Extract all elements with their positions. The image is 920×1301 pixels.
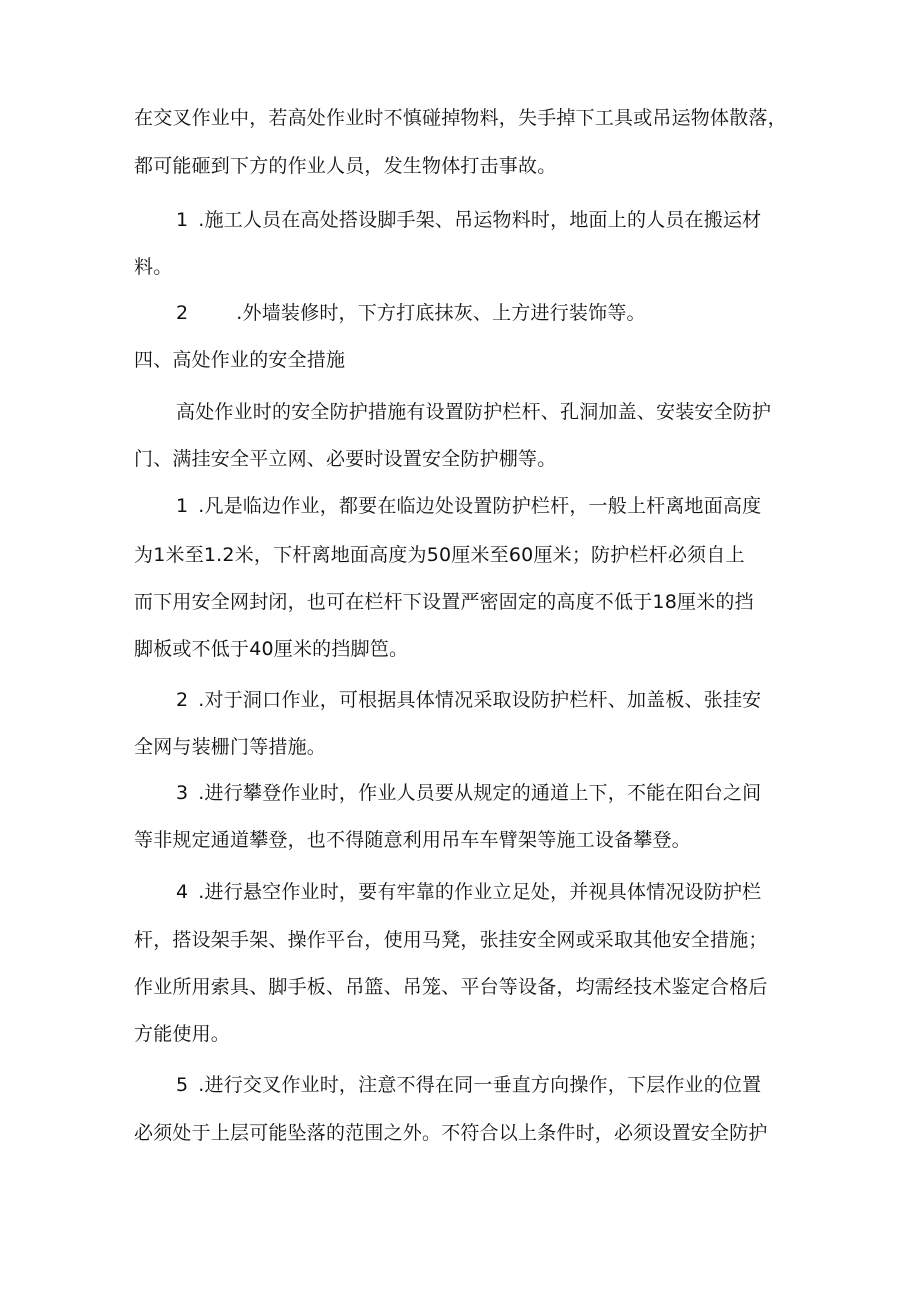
list-item-line: 料。 (134, 256, 173, 278)
list-text: .对于洞口作业，可根据具体情况采取设防护栏杆、加盖板、张挂安 (198, 689, 762, 711)
list-item-line: 而下用安全网封闭，也可在栏杆下设置严密固定的高度不低于18厘米的挡 (134, 591, 754, 613)
list-number: 3 (176, 782, 189, 804)
list-text: .施工人员在高处搭设脚手架、吊运物料时，地面上的人员在搬运材 (198, 209, 762, 231)
list-item-line (176, 1073, 761, 1097)
list-item-line (176, 208, 761, 232)
list-number: 5 (176, 1074, 189, 1096)
paragraph-line: 门、满挂安全平立网、必要时设置安全防护棚等。 (134, 448, 557, 470)
list-number: 4 (176, 881, 189, 903)
list-item-line: 必须处于上层可能坠落的范围之外。不符合以上条件时，必须设置安全防护 (134, 1122, 768, 1144)
list-item-line: 为1米至1.2米，下杆离地面高度为50厘米至60厘米；防护栏杆必须自上 (134, 544, 745, 566)
list-number: 1 (176, 495, 189, 517)
list-number: 2 (176, 302, 189, 324)
list-item-line (176, 880, 761, 904)
list-item-line: 作业所用索具、脚手板、吊篮、吊笼、平台等设备，均需经技术鉴定合格后 (134, 976, 768, 998)
list-item-line: 杆，搭设架手架、操作平台，使用马凳，张挂安全网或采取其他安全措施； (134, 929, 768, 951)
list-item-line: 等非规定通道攀登，也不得随意利用吊车车臂架等施工设备攀登。 (134, 829, 691, 851)
list-item-line (176, 494, 761, 518)
paragraph-line: 都可能砸到下方的作业人员，发生物体打击事故。 (134, 155, 557, 177)
list-item-line (176, 301, 646, 325)
list-item-line (176, 781, 761, 805)
list-item-line (176, 688, 761, 712)
list-text: .凡是临边作业，都要在临边处设置防护栏杆，一般上杆离地面高度 (198, 495, 762, 517)
list-item-line: 脚板或不低于40厘米的挡脚笆。 (134, 638, 409, 660)
paragraph-line: 在交叉作业中，若高处作业时不慎碰掉物料，失手掉下工具或吊运物体散落， (134, 107, 787, 129)
list-number: 1 (176, 209, 189, 231)
list-text: .进行悬空作业时，要有牢靠的作业立足处，并视具体情况设防护栏 (198, 881, 762, 903)
list-text: .进行攀登作业时，作业人员要从规定的通道上下，不能在阳台之间 (198, 782, 762, 804)
section-heading: 四、高处作业的安全措施 (134, 349, 346, 371)
list-item-line: 全网与装栅门等措施。 (134, 736, 327, 758)
paragraph-line: 高处作业时的安全防护措施有设置防护栏杆、孔洞加盖、安装安全防护 (176, 401, 772, 423)
list-item-line: 方能使用。 (134, 1023, 231, 1045)
list-number: 2 (176, 689, 189, 711)
list-text: .进行交叉作业时，注意不得在同一垂直方向操作，下层作业的位置 (198, 1074, 762, 1096)
list-text: .外墙装修时，下方打底抹灰、上方进行装饰等。 (236, 302, 646, 324)
